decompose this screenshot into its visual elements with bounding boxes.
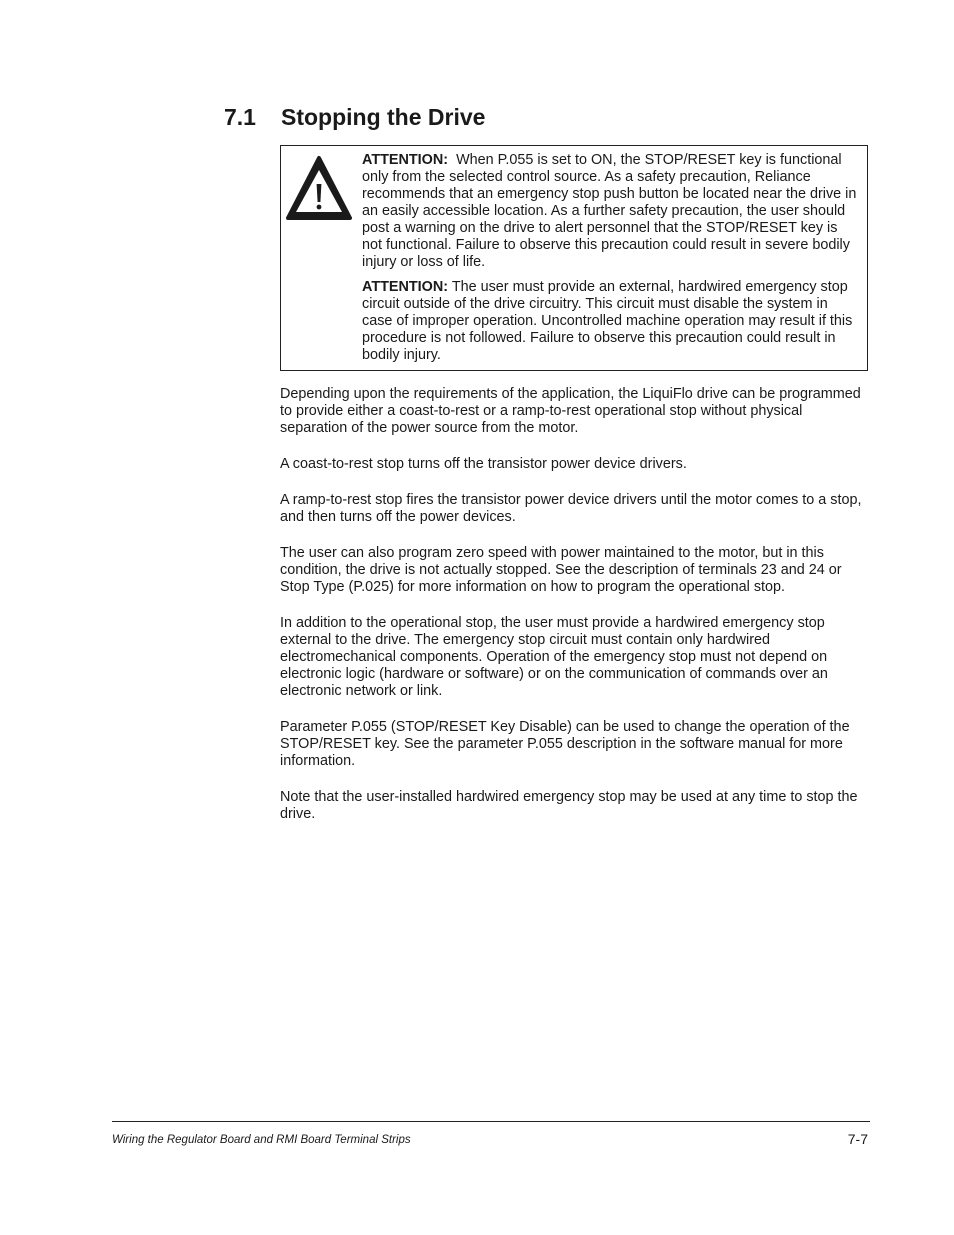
attention-message-1 [362,152,858,271]
footer-title: Wiring the Regulator Board and RMI Board Terminal Strips [112,1134,411,1146]
page-number: 7-7 [847,1131,868,1147]
body-paragraph: In addition to the operational stop, the user must provide a hardwired emergency stop external to the drive. The emergency stop circuit must contain only hardwired electromechanical components. Operation of the emergency stop must not depend on electronic logic (hardware or software) or on the communication of commands over an electronic network or link. [280,615,828,699]
body-paragraph: The user can also program zero speed with power maintained to the motor, but in this condition, the drive is not actually stopped. See the description of terminals 23 and 24 or Stop Type (P.025) for more information on how to program the operational stop. [280,545,842,595]
attention-text [362,152,858,372]
attention-message-2 [362,279,858,364]
body-paragraph: Parameter P.055 (STOP/RESET Key Disable) can be used to change the operation of the STOP/RESET key. See the parameter P.055 description in the software manual for more information. [280,719,850,769]
section-title: Stopping the Drive [281,104,486,130]
body-text [280,386,872,842]
section-heading [224,104,485,131]
attention-box [280,145,868,371]
warning-triangle-icon [285,154,353,222]
body-paragraph: Note that the user-installed hardwired emergency stop may be used at any time to stop the drive. [280,789,858,822]
footer-rule [112,1121,870,1122]
section-number: 7.1 [224,104,256,130]
attention-message-text: The user must provide an external, hardwired emergency stop circuit outside of the drive circuitry. This circuit must disable the system in case of improper operation. Uncontrolled machine operation may result if this procedure is not followed. Failure to observe this precaution could result in bodily injury. [362,279,853,363]
body-paragraph: Depending upon the requirements of the application, the LiquiFlo drive can be programmed to provide either a coast-to-rest or a ramp-to-rest operational stop without physical separation of the power source from the motor. [280,386,861,436]
body-paragraph: A coast-to-rest stop turns off the transistor power device drivers. [280,456,687,472]
attention-message-text: When P.055 is set to ON, the STOP/RESET key is functional only from the selected control source. As a safety precaution, Reliance recommends that an emergency stop push button be located near the drive in an easily accessible location. As a further safety precaution, the user should post a warning on the drive to alert personnel that the STOP/RESET key is not functional. Failure to observe this precaution could result in severe bodily injury or loss of life. [362,152,857,270]
attention-label: ATTENTION: [362,152,449,168]
attention-label: ATTENTION: [362,279,449,295]
body-paragraph: A ramp-to-rest stop fires the transistor power device drivers until the motor comes to a stop, and then turns off the power devices. [280,492,862,525]
